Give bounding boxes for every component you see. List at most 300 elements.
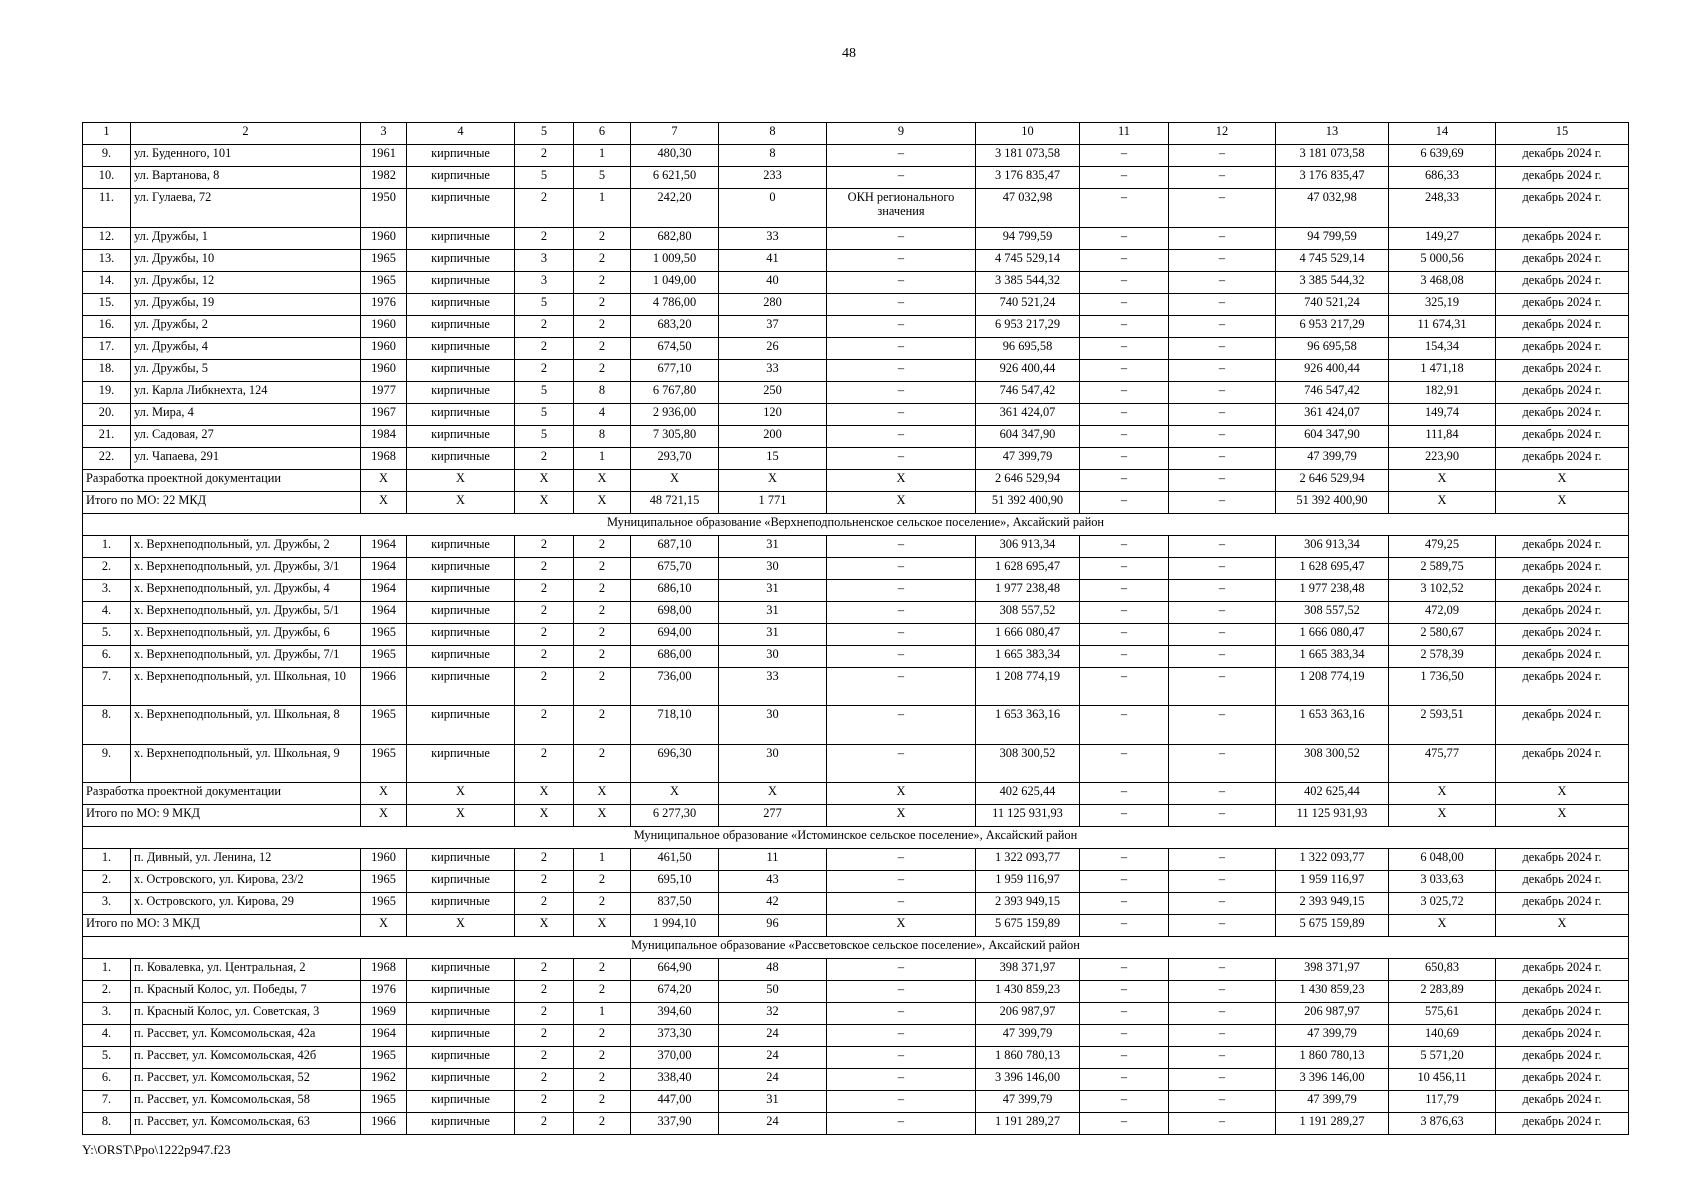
table-cell: 1 430 859,23 [1276, 981, 1389, 1003]
table-cell: 604 347,90 [1276, 425, 1389, 447]
summary-label: Итого по МО: 3 МКД [83, 915, 361, 937]
table-cell: 398 371,97 [1276, 959, 1389, 981]
table-cell: – [827, 167, 976, 189]
table-cell: – [1169, 893, 1276, 915]
table-cell: – [1169, 145, 1276, 167]
table-cell: 650,83 [1389, 959, 1496, 981]
table-row [83, 601, 1629, 623]
table-cell: 674,20 [631, 981, 719, 1003]
table-cell: – [827, 271, 976, 293]
table-cell: 1969 [361, 1003, 407, 1025]
table-cell: 51 392 400,90 [976, 491, 1080, 513]
table-cell: 695,10 [631, 871, 719, 893]
table-cell: X [1496, 491, 1629, 513]
table-cell: 31 [719, 535, 827, 557]
table-cell: 33 [719, 359, 827, 381]
table-cell: 1960 [361, 315, 407, 337]
table-cell: X [827, 491, 976, 513]
table-cell: 1976 [361, 293, 407, 315]
table-cell: 5 571,20 [1389, 1047, 1496, 1069]
table-cell: 2 646 529,94 [1276, 469, 1389, 491]
table-cell: 3 181 073,58 [976, 145, 1080, 167]
table-cell: – [1080, 425, 1169, 447]
column-number-cell: 1 [83, 123, 131, 145]
table-cell: 687,10 [631, 535, 719, 557]
table-cell: 2 [515, 447, 574, 469]
table-cell: кирпичные [407, 667, 515, 706]
table-cell: 4 [574, 403, 631, 425]
column-number-cell: 15 [1496, 123, 1629, 145]
table-cell: 3 102,52 [1389, 579, 1496, 601]
table-cell: 6 953 217,29 [1276, 315, 1389, 337]
table-cell: 2 [574, 359, 631, 381]
table-cell: 2 [515, 1003, 574, 1025]
table-cell: 447,00 [631, 1091, 719, 1113]
table-cell: – [1169, 359, 1276, 381]
table-cell: 14. [83, 271, 131, 293]
table-cell: 2 [574, 315, 631, 337]
table-cell: декабрь 2024 г. [1496, 227, 1629, 249]
table-cell: 33 [719, 667, 827, 706]
column-number-cell: 9 [827, 123, 976, 145]
section-header-row [83, 513, 1629, 535]
table-cell: 2 [515, 315, 574, 337]
table-cell: – [827, 1003, 976, 1025]
table-cell: X [1389, 805, 1496, 827]
table-cell: – [827, 601, 976, 623]
address-cell: ул. Вартанова, 8 [131, 167, 361, 189]
table-cell: – [1080, 645, 1169, 667]
table-cell: кирпичные [407, 871, 515, 893]
table-cell: 1 977 238,48 [1276, 579, 1389, 601]
table-cell: X [1389, 491, 1496, 513]
table-cell: кирпичные [407, 447, 515, 469]
table-cell: 1968 [361, 959, 407, 981]
table-cell: 47 399,79 [1276, 1025, 1389, 1047]
table-cell: 1 860 780,13 [1276, 1047, 1389, 1069]
table-cell: X [631, 783, 719, 805]
table-cell: кирпичные [407, 145, 515, 167]
table-cell: 2 [515, 706, 574, 745]
table-cell: – [827, 667, 976, 706]
table-cell: декабрь 2024 г. [1496, 1091, 1629, 1113]
table-cell: X [407, 915, 515, 937]
table-cell: 3. [83, 893, 131, 915]
table-cell: 1 771 [719, 491, 827, 513]
table-cell: 5 [515, 381, 574, 403]
table-cell: 2 [515, 849, 574, 871]
table-cell: 2 [515, 959, 574, 981]
address-cell: х. Верхнеподпольный, ул. Школьная, 10 [131, 667, 361, 706]
table-cell: 480,30 [631, 145, 719, 167]
table-row [83, 871, 1629, 893]
table-cell: 1 208 774,19 [1276, 667, 1389, 706]
section-header-row [83, 827, 1629, 849]
table-cell: 48 721,15 [631, 491, 719, 513]
table-cell: 2 [574, 1047, 631, 1069]
table-cell: X [361, 491, 407, 513]
table-cell: 2 [574, 667, 631, 706]
table-cell: 3 385 544,32 [1276, 271, 1389, 293]
summary-row [83, 783, 1629, 805]
address-cell: ул. Дружбы, 4 [131, 337, 361, 359]
table-cell: кирпичные [407, 1069, 515, 1091]
table-cell: декабрь 2024 г. [1496, 1113, 1629, 1135]
table-cell: 5. [83, 1047, 131, 1069]
table-cell: 2 [515, 579, 574, 601]
table-cell: 13. [83, 249, 131, 271]
table-cell: 24 [719, 1069, 827, 1091]
table-cell: X [515, 783, 574, 805]
table-cell: кирпичные [407, 1003, 515, 1025]
table-cell: ОКН регионального значения [827, 189, 976, 228]
table-cell: 5 [574, 167, 631, 189]
table-row [83, 227, 1629, 249]
table-cell: 2 [574, 535, 631, 557]
column-number-cell: 6 [574, 123, 631, 145]
table-cell: 30 [719, 557, 827, 579]
table-cell: 1966 [361, 667, 407, 706]
table-cell: – [1080, 337, 1169, 359]
table-cell: 2 [515, 871, 574, 893]
table-cell: кирпичные [407, 744, 515, 783]
table-cell: 308 300,52 [976, 744, 1080, 783]
table-cell: 361 424,07 [976, 403, 1080, 425]
table-cell: – [827, 145, 976, 167]
table-cell: декабрь 2024 г. [1496, 959, 1629, 981]
table-cell: 94 799,59 [976, 227, 1080, 249]
table-cell: – [1169, 1091, 1276, 1113]
table-cell: – [827, 744, 976, 783]
table-cell: – [1080, 189, 1169, 228]
table-cell: 926 400,44 [1276, 359, 1389, 381]
table-cell: – [1080, 145, 1169, 167]
table-cell: кирпичные [407, 359, 515, 381]
table-row [83, 645, 1629, 667]
address-cell: п. Ковалевка, ул. Центральная, 2 [131, 959, 361, 981]
address-cell: ул. Дружбы, 5 [131, 359, 361, 381]
table-cell: 746 547,42 [1276, 381, 1389, 403]
table-cell: 1 628 695,47 [1276, 557, 1389, 579]
table-cell: 472,09 [1389, 601, 1496, 623]
address-cell: п. Рассвет, ул. Комсомольская, 58 [131, 1091, 361, 1113]
table-cell: – [1169, 535, 1276, 557]
summary-row [83, 805, 1629, 827]
table-cell: 1965 [361, 271, 407, 293]
repair-register-table [82, 122, 1629, 1135]
table-cell: 306 913,34 [976, 535, 1080, 557]
table-cell: X [515, 469, 574, 491]
table-cell: 1 471,18 [1389, 359, 1496, 381]
table-cell: 1. [83, 535, 131, 557]
table-cell: 1 [574, 189, 631, 228]
table-cell: – [1169, 315, 1276, 337]
address-cell: п. Красный Колос, ул. Победы, 7 [131, 981, 361, 1003]
address-cell: п. Дивный, ул. Ленина, 12 [131, 849, 361, 871]
table-cell: 10. [83, 167, 131, 189]
table-cell: 461,50 [631, 849, 719, 871]
table-cell: 2 [574, 579, 631, 601]
table-cell: 2 [574, 601, 631, 623]
table-cell: 306 913,34 [1276, 535, 1389, 557]
table-cell: – [827, 381, 976, 403]
table-cell: 200 [719, 425, 827, 447]
table-cell: – [827, 315, 976, 337]
table-cell: 9. [83, 744, 131, 783]
table-cell: – [1169, 1069, 1276, 1091]
table-cell: X [719, 783, 827, 805]
table-cell: X [361, 805, 407, 827]
table-row [83, 893, 1629, 915]
table-cell: 24 [719, 1047, 827, 1069]
table-cell: – [1169, 667, 1276, 706]
table-cell: 1965 [361, 623, 407, 645]
table-cell: – [1080, 1003, 1169, 1025]
table-cell: декабрь 2024 г. [1496, 981, 1629, 1003]
table-cell: 1965 [361, 645, 407, 667]
table-cell: 1968 [361, 447, 407, 469]
table-cell: – [1080, 1069, 1169, 1091]
column-number-cell: 11 [1080, 123, 1169, 145]
table-cell: 277 [719, 805, 827, 827]
table-cell: – [1080, 915, 1169, 937]
table-row [83, 293, 1629, 315]
table-row [83, 557, 1629, 579]
summary-label: Разработка проектной документации [83, 783, 361, 805]
table-cell: 2 [515, 744, 574, 783]
table-cell: – [827, 623, 976, 645]
table-cell: 1 [574, 447, 631, 469]
table-cell: – [1080, 981, 1169, 1003]
table-cell: 1 [574, 849, 631, 871]
table-cell: 337,90 [631, 1113, 719, 1135]
table-cell: 575,61 [1389, 1003, 1496, 1025]
table-cell: 96 695,58 [976, 337, 1080, 359]
table-cell: 30 [719, 744, 827, 783]
table-cell: 683,20 [631, 315, 719, 337]
table-cell: декабрь 2024 г. [1496, 645, 1629, 667]
table-cell: 1 665 383,34 [1276, 645, 1389, 667]
table-cell: 686,33 [1389, 167, 1496, 189]
table-cell: 694,00 [631, 623, 719, 645]
table-cell: кирпичные [407, 293, 515, 315]
table-cell: 1 977 238,48 [976, 579, 1080, 601]
table-cell: 1964 [361, 601, 407, 623]
table-cell: 2 [574, 293, 631, 315]
table-cell: X [407, 469, 515, 491]
table-cell: 2 283,89 [1389, 981, 1496, 1003]
table-cell: X [574, 783, 631, 805]
table-cell: декабрь 2024 г. [1496, 271, 1629, 293]
table-cell: 1 959 116,97 [976, 871, 1080, 893]
table-cell: 2 [574, 271, 631, 293]
table-cell: декабрь 2024 г. [1496, 359, 1629, 381]
table-cell: декабрь 2024 г. [1496, 337, 1629, 359]
table-cell: 675,70 [631, 557, 719, 579]
table-row [83, 381, 1629, 403]
table-cell: 11 674,31 [1389, 315, 1496, 337]
table-cell: 11 125 931,93 [976, 805, 1080, 827]
table-cell: 308 300,52 [1276, 744, 1389, 783]
table-cell: 3 468,08 [1389, 271, 1496, 293]
column-number-cell: 4 [407, 123, 515, 145]
table-cell: 2 646 529,94 [976, 469, 1080, 491]
table-cell: X [361, 915, 407, 937]
table-cell: 2 393 949,15 [1276, 893, 1389, 915]
table-cell: 1 666 080,47 [976, 623, 1080, 645]
table-cell: 6 277,30 [631, 805, 719, 827]
table-cell: – [1169, 623, 1276, 645]
table-cell: 1977 [361, 381, 407, 403]
table-cell: декабрь 2024 г. [1496, 249, 1629, 271]
table-row [83, 1047, 1629, 1069]
table-cell: – [827, 1069, 976, 1091]
table-cell: – [1080, 1113, 1169, 1135]
table-cell: – [1080, 1025, 1169, 1047]
table-cell: 2 [574, 981, 631, 1003]
table-cell: 2 [515, 337, 574, 359]
table-cell: 2 [515, 1025, 574, 1047]
table-cell: декабрь 2024 г. [1496, 1025, 1629, 1047]
table-cell: 7. [83, 667, 131, 706]
table-cell: 206 987,97 [976, 1003, 1080, 1025]
table-cell: 2 580,67 [1389, 623, 1496, 645]
table-cell: 31 [719, 579, 827, 601]
table-cell: – [1169, 805, 1276, 827]
table-cell: 1 009,50 [631, 249, 719, 271]
table-cell: – [1169, 744, 1276, 783]
table-cell: 2 [574, 1113, 631, 1135]
table-cell: кирпичные [407, 706, 515, 745]
address-cell: х. Верхнеподпольный, ул. Дружбы, 7/1 [131, 645, 361, 667]
table-cell: X [1389, 915, 1496, 937]
table-cell: X [1496, 915, 1629, 937]
table-row [83, 403, 1629, 425]
table-cell: 1 [574, 1003, 631, 1025]
table-cell: 1 653 363,16 [1276, 706, 1389, 745]
table-cell: кирпичные [407, 535, 515, 557]
table-cell: – [1169, 227, 1276, 249]
table-cell: декабрь 2024 г. [1496, 145, 1629, 167]
table-cell: кирпичные [407, 893, 515, 915]
table-cell: кирпичные [407, 623, 515, 645]
table-cell: декабрь 2024 г. [1496, 557, 1629, 579]
table-cell: 2 [515, 1069, 574, 1091]
table-cell: – [1080, 579, 1169, 601]
table-cell: 1967 [361, 403, 407, 425]
table-cell: 7 305,80 [631, 425, 719, 447]
table-cell: 325,19 [1389, 293, 1496, 315]
table-cell: 17. [83, 337, 131, 359]
table-cell: 1961 [361, 145, 407, 167]
table-cell: 18. [83, 359, 131, 381]
table-cell: кирпичные [407, 403, 515, 425]
table-cell: 117,79 [1389, 1091, 1496, 1113]
table-row [83, 959, 1629, 981]
table-cell: декабрь 2024 г. [1496, 189, 1629, 228]
table-cell: 2 [515, 535, 574, 557]
table-cell: кирпичные [407, 645, 515, 667]
table-cell: декабрь 2024 г. [1496, 667, 1629, 706]
table-cell: 2 [574, 249, 631, 271]
column-number-cell: 8 [719, 123, 827, 145]
table-cell: 394,60 [631, 1003, 719, 1025]
table-cell: 47 399,79 [1276, 1091, 1389, 1113]
table-cell: 2 [515, 1047, 574, 1069]
table-cell: 1962 [361, 1069, 407, 1091]
table-cell: – [1169, 447, 1276, 469]
table-cell: 3. [83, 579, 131, 601]
table-cell: – [1169, 167, 1276, 189]
table-cell: 6. [83, 645, 131, 667]
table-cell: 740 521,24 [1276, 293, 1389, 315]
table-cell: 6 953 217,29 [976, 315, 1080, 337]
address-cell: ул. Карла Либкнехта, 124 [131, 381, 361, 403]
table-cell: – [1169, 981, 1276, 1003]
address-cell: ул. Гулаева, 72 [131, 189, 361, 228]
table-cell: – [1169, 1003, 1276, 1025]
table-cell: кирпичные [407, 337, 515, 359]
table-cell: 2 [574, 893, 631, 915]
table-cell: 604 347,90 [976, 425, 1080, 447]
table-cell: 16. [83, 315, 131, 337]
table-cell: 6. [83, 1069, 131, 1091]
table-cell: 2 [515, 893, 574, 915]
table-cell: 250 [719, 381, 827, 403]
table-cell: 293,70 [631, 447, 719, 469]
table-cell: 1960 [361, 359, 407, 381]
table-cell: 1960 [361, 849, 407, 871]
table-cell: – [1080, 893, 1169, 915]
table-cell: 1 666 080,47 [1276, 623, 1389, 645]
table-cell: декабрь 2024 г. [1496, 744, 1629, 783]
table-row [83, 271, 1629, 293]
table-cell: 47 032,98 [976, 189, 1080, 228]
table-cell: – [827, 579, 976, 601]
page-number: 48 [842, 46, 856, 61]
table-cell: 5 675 159,89 [976, 915, 1080, 937]
table-cell: 398 371,97 [976, 959, 1080, 981]
table-cell: – [827, 1047, 976, 1069]
table-cell: 47 399,79 [1276, 447, 1389, 469]
table-cell: 206 987,97 [1276, 1003, 1389, 1025]
table-cell: 15 [719, 447, 827, 469]
table-cell: 94 799,59 [1276, 227, 1389, 249]
table-cell: 1 322 093,77 [976, 849, 1080, 871]
table-cell: 1 191 289,27 [976, 1113, 1080, 1135]
table-row [83, 315, 1629, 337]
table-cell: 2 [574, 871, 631, 893]
table-cell: – [1169, 271, 1276, 293]
table-cell: 31 [719, 1091, 827, 1113]
table-cell: 746 547,42 [976, 381, 1080, 403]
table-cell: 1 [574, 145, 631, 167]
table-cell: 11 125 931,93 [1276, 805, 1389, 827]
table-row [83, 167, 1629, 189]
table-cell: – [827, 893, 976, 915]
table-cell: 2 [515, 601, 574, 623]
table-cell: декабрь 2024 г. [1496, 871, 1629, 893]
address-cell: х. Верхнеподпольный, ул. Школьная, 8 [131, 706, 361, 745]
address-cell: х. Верхнеподпольный, ул. Дружбы, 3/1 [131, 557, 361, 579]
table-cell: 1960 [361, 337, 407, 359]
table-cell: 370,00 [631, 1047, 719, 1069]
table-cell: X [827, 469, 976, 491]
table-cell: X [407, 805, 515, 827]
table-cell: 2 [515, 145, 574, 167]
table-cell: 111,84 [1389, 425, 1496, 447]
table-row [83, 667, 1629, 706]
